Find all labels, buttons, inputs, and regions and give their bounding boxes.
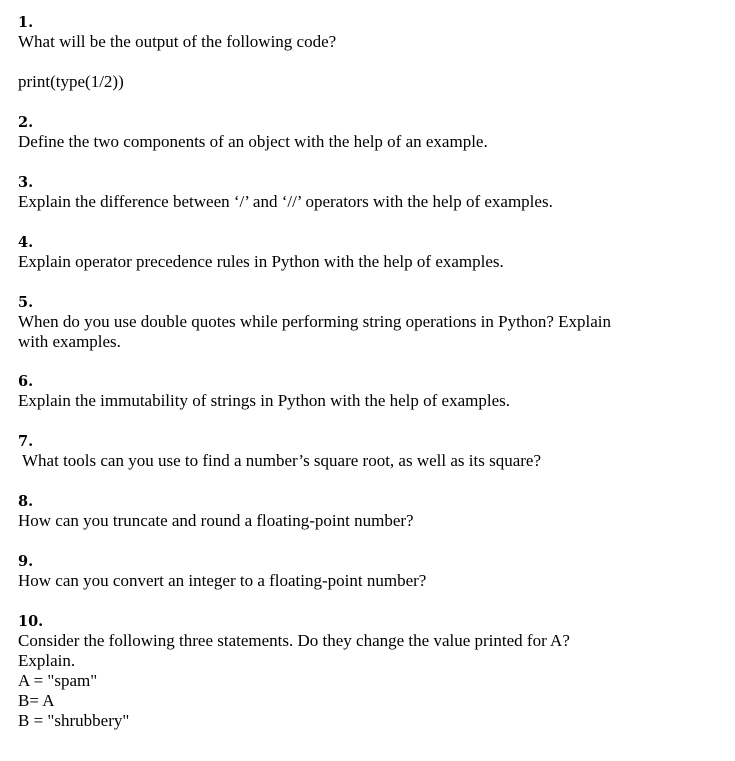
code-line-a: A = "spam" [18,671,98,690]
question-number: 10. [18,613,44,630]
question-10 [18,613,718,731]
question-text: Consider the following three statements. Do they change the value printed for A? [18,631,570,650]
code-line-b-reassign: B = "shrubbery" [18,711,130,730]
question-number: 4. [18,234,34,251]
question-text-continued: Explain. [18,651,76,670]
question-text: How can you convert an integer to a floating-point number? [18,571,427,590]
question-text: How can you truncate and round a floating-point number? [18,511,414,530]
question-number: 5. [18,294,34,311]
question-1 [18,14,718,92]
question-number: 7. [18,433,34,450]
question-number: 2. [18,114,34,131]
question-text: Explain the difference between ‘/’ and ‘//’ operators with the help of examples. [18,192,553,211]
question-number: 8. [18,493,34,510]
question-number: 1. [18,14,34,31]
question-number: 3. [18,174,34,191]
question-text: Explain the immutability of strings in Python with the help of examples. [18,391,510,410]
question-7 [18,433,718,471]
question-text: Define the two components of an object with the help of an example. [18,132,488,151]
code-snippet: print(type(1/2)) [18,72,124,91]
question-number: 9. [18,553,34,570]
question-9 [18,553,718,591]
question-number: 6. [18,373,34,390]
question-text: When do you use double quotes while performing string operations in Python? Explain [18,312,612,331]
question-text: What will be the output of the following code? [18,32,337,51]
code-line-b-assign: B= A [18,691,55,710]
question-5 [18,294,718,352]
question-text: Explain operator precedence rules in Python with the help of examples. [18,252,504,271]
question-8 [18,493,718,531]
question-text: What tools can you use to find a number’s square root, as well as its square? [22,451,541,470]
question-2 [18,114,718,152]
question-text-continued: with examples. [18,332,121,351]
question-4 [18,234,718,272]
question-3 [18,174,718,212]
question-6 [18,373,718,411]
